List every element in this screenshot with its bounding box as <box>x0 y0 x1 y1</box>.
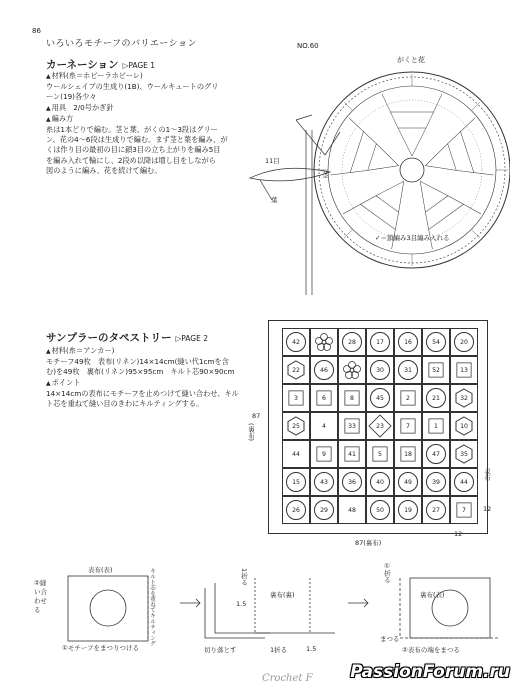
section2-line: ト芯を重ねて縫い目のきわにキルティングする。 <box>46 399 204 409</box>
twelve-bottom: 12 <box>454 530 463 538</box>
motif-number: 4 <box>322 422 326 430</box>
flower-motif-icon <box>314 332 334 352</box>
motif-cell <box>282 496 310 524</box>
motif-cell <box>310 468 338 496</box>
height-sub-label: (裏布) <box>247 423 255 442</box>
motif-number: 44 <box>460 478 468 486</box>
leaf-label: 葉 <box>271 196 278 204</box>
motif-number: 1 <box>434 422 438 430</box>
motif-number: 22 <box>292 366 300 374</box>
motif-cell <box>338 412 366 440</box>
motif-cell <box>338 468 366 496</box>
motif-number: 33 <box>348 422 356 430</box>
motif-cell <box>338 356 366 384</box>
motif-cell <box>366 412 394 440</box>
page-header: いろいろモチーフのバリエーション <box>46 39 198 49</box>
diagram-legend: ✓＝鎖編み3目編み入れる <box>375 234 450 242</box>
motif-cell <box>310 384 338 412</box>
motif-number: 28 <box>348 338 356 346</box>
section2-instructions <box>46 346 239 409</box>
motif-cell <box>366 356 394 384</box>
motif-number: 27 <box>432 506 440 514</box>
motif-cell <box>394 496 422 524</box>
motif-cell <box>282 356 310 384</box>
motif-number: 7 <box>406 422 410 430</box>
motif-number: 9 <box>322 450 326 458</box>
section2-page-ref: ▷PAGE 2 <box>175 334 209 343</box>
section1-page-ref: ▷PAGE 1 <box>122 61 156 70</box>
section1-line: ▲ 用具 2/0号かぎ針 <box>46 103 228 114</box>
motif-number: 6 <box>322 394 326 402</box>
motif-number: 31 <box>404 366 412 374</box>
motif-number: 46 <box>320 366 328 374</box>
motif-number: 54 <box>432 338 440 346</box>
section1-line: ウールシェイプの生成り(1B)、ウールキュートのグリ <box>46 82 219 92</box>
motif-cell <box>450 412 478 440</box>
step2-kirito: 切り落とす <box>204 646 237 654</box>
step1-tome: ①モチーフをまつりつける <box>62 644 140 652</box>
section1-line: を編み入れて輪にし、2段め以降は増し目をしながら <box>46 155 216 165</box>
step1-nuiawase: ②縫い合わせる <box>34 579 47 614</box>
motif-cell <box>394 412 422 440</box>
motif-number: 21 <box>432 394 440 402</box>
motif-cell <box>366 496 394 524</box>
motif-number: 10 <box>460 422 468 430</box>
motif-cell <box>338 440 366 468</box>
motif-cell <box>366 328 394 356</box>
motif-number: 36 <box>348 478 356 486</box>
motif-number: 39 <box>432 478 440 486</box>
section1-line: 図のように編み、花を続けて編む。 <box>46 165 162 175</box>
step3-last: ②表布の端をまつる <box>402 646 460 654</box>
section1-line: ーン(19)各少々 <box>46 92 97 102</box>
motif-number: 13 <box>460 366 468 374</box>
motif-number: 52 <box>432 366 440 374</box>
crochet-caption: Crochet F <box>262 673 313 684</box>
motif-cell <box>310 440 338 468</box>
width-label: 87(裏布) <box>355 539 382 547</box>
step2-ura: 裏布(裏) <box>270 591 295 599</box>
height-label: 87 <box>252 412 261 420</box>
motif-number: 30 <box>376 366 384 374</box>
motif-cell <box>394 356 422 384</box>
motif-cell <box>394 468 422 496</box>
section1-line: ン、花の4～6段は生成りで編む。まず茎と葉を編み、が <box>46 135 228 145</box>
motif-cell <box>310 496 338 524</box>
step2-v15a: 1.5 <box>236 600 247 608</box>
motif-cell <box>450 440 478 468</box>
motif-number: 5 <box>378 450 382 458</box>
motif-cell <box>450 328 478 356</box>
motif-cell <box>310 412 338 440</box>
motif-number: 43 <box>320 478 328 486</box>
motif-cell <box>282 384 310 412</box>
carnation-chart <box>230 60 510 310</box>
motif-number: 44 <box>292 450 300 458</box>
motif-cell <box>450 384 478 412</box>
section1-line: くは作り目の最初の目に鎖3目の立ち上がりを編み5目 <box>46 145 221 155</box>
stem-label: 茎 <box>322 171 329 179</box>
motif-cell <box>394 440 422 468</box>
motif-cell <box>282 440 310 468</box>
motif-cell <box>422 468 450 496</box>
motif-number: 20 <box>460 338 468 346</box>
step2-ori: 1折る <box>240 568 248 586</box>
v-stitch-icon: ✓ <box>375 234 381 242</box>
twelve-right: 12 <box>483 505 492 513</box>
row11-label: 11目 <box>265 157 280 165</box>
motif-cell <box>366 440 394 468</box>
section2-line: 14×14cmの表布にモチーフを止めつけて縫い合わせ、キル <box>46 388 239 398</box>
motif-cell <box>422 356 450 384</box>
step2-ori-bottom: 1折る <box>270 646 288 654</box>
section1-title-row <box>46 53 155 72</box>
motif-cell <box>394 328 422 356</box>
motif-number: 2 <box>406 394 410 402</box>
page-number: 86 <box>32 27 41 35</box>
motif-number: 16 <box>404 338 412 346</box>
motif-cell <box>422 440 450 468</box>
motif-cell <box>422 412 450 440</box>
step1-omote: 表布(表) <box>88 566 113 574</box>
motif-cell <box>282 412 310 440</box>
motif-number: 47 <box>432 450 440 458</box>
motif-cell <box>366 384 394 412</box>
section2-title-row <box>46 326 208 345</box>
motif-cell <box>450 356 478 384</box>
motif-cell <box>310 328 338 356</box>
section1-title: カーネーション <box>46 59 119 71</box>
motif-number: 19 <box>404 506 412 514</box>
motif-number: 41 <box>348 450 356 458</box>
motif-number: 18 <box>404 450 412 458</box>
motif-number: 3 <box>294 394 298 402</box>
section1-instructions <box>46 71 228 176</box>
motif-number: 15 <box>292 478 300 486</box>
section2-line: ▲ ポイント <box>46 378 239 389</box>
motif-cell <box>450 468 478 496</box>
motif-number: 45 <box>376 394 384 402</box>
section2-line: む)を49枚 裏布(リネン)95×95cm キルト芯90×90cm <box>46 367 235 377</box>
step3-ori: ①折る <box>383 562 391 583</box>
motif-grid <box>282 328 480 526</box>
motif-cell <box>282 328 310 356</box>
motif-number: 40 <box>376 478 384 486</box>
step3-matsuru: まつる <box>380 635 400 643</box>
step1-quilt-note: キルト芯を重ねてキルティング <box>149 568 155 647</box>
step3-kirei: 裏布(表) <box>420 591 445 599</box>
motif-number: 26 <box>292 506 300 514</box>
motif-cell <box>338 384 366 412</box>
motif-cell <box>422 384 450 412</box>
section1-line: ▲ 材料(糸＝ホビーラホビーレ) <box>46 71 228 82</box>
motif-cell <box>338 328 366 356</box>
motif-number: 25 <box>292 422 300 430</box>
motif-number: 42 <box>292 338 300 346</box>
motif-cell <box>366 468 394 496</box>
omote-label: 表布 <box>483 468 491 481</box>
motif-number: 8 <box>350 394 354 402</box>
motif-number: 23 <box>376 422 384 430</box>
motif-cell <box>310 356 338 384</box>
motif-cell <box>338 496 366 524</box>
motif-cell <box>422 496 450 524</box>
section1-line: 糸は1本どりで編む。茎と葉、がくの1～3段はグリー <box>46 125 218 135</box>
step2-v15b: 1.5 <box>306 645 317 653</box>
motif-number: 29 <box>320 506 328 514</box>
site-watermark: PassionForum.ru <box>350 662 510 682</box>
motif-number: 35 <box>460 450 468 458</box>
motif-number: 48 <box>348 506 356 514</box>
motif-cell <box>282 468 310 496</box>
motif-cell <box>450 496 478 524</box>
motif-number: 32 <box>460 394 468 402</box>
motif-cell <box>422 328 450 356</box>
motif-number: 7 <box>462 506 466 514</box>
flower-motif-icon <box>342 360 362 380</box>
motif-number: 17 <box>376 338 384 346</box>
motif-number: 50 <box>376 506 384 514</box>
section2-line: モチーフ49枚 表布(リネン)14×14cm(縫い代1cmを含 <box>46 357 229 367</box>
no60-label: NO.60 <box>297 42 319 50</box>
flower-label: がくと花 <box>397 56 425 64</box>
motif-number: 49 <box>404 478 412 486</box>
motif-cell <box>394 384 422 412</box>
section1-line: ▲ 編み方 <box>46 114 228 125</box>
section2-line: ▲ 材料(糸＝アンカー) <box>46 346 239 357</box>
section2-title: サンプラーのタペストリー <box>46 332 172 344</box>
